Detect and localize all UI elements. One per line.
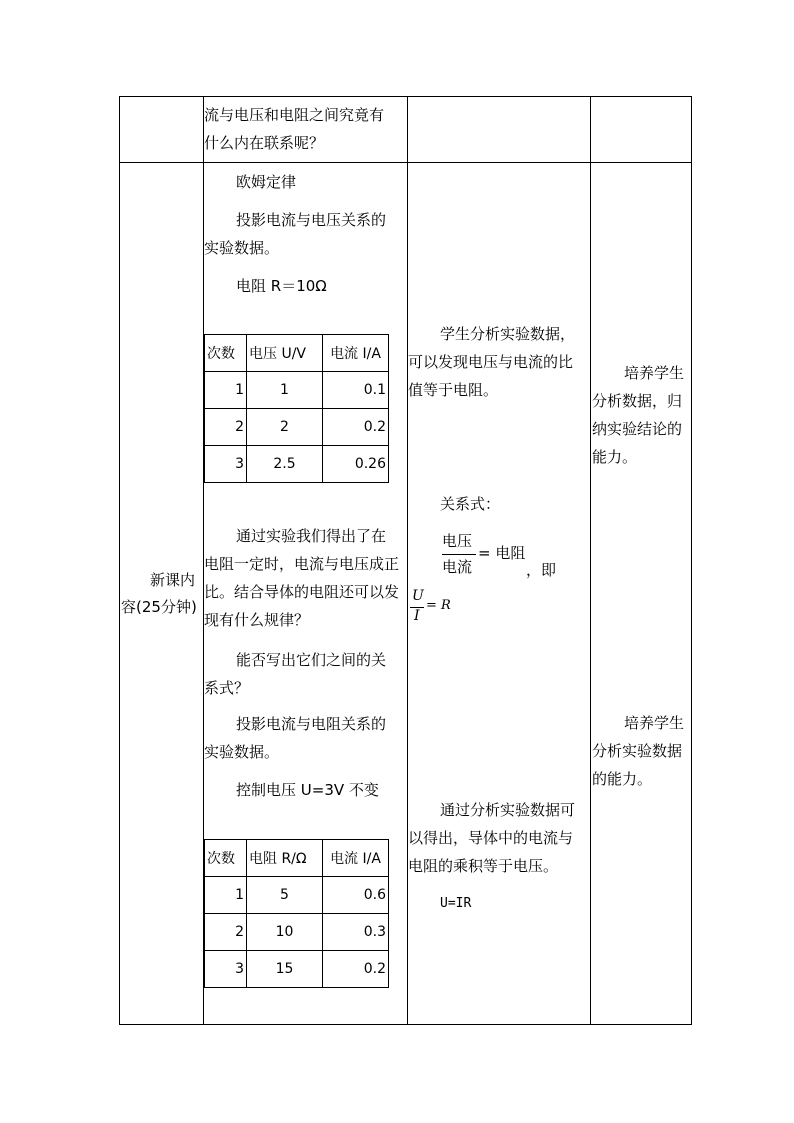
cell-count: 1	[205, 372, 247, 409]
cell-count: 2	[205, 409, 247, 446]
fraction-bar	[442, 554, 476, 555]
cell-voltage: 2	[247, 409, 323, 446]
purpose-1-line-1: 培养学生	[624, 364, 685, 382]
table-row-divider	[119, 162, 692, 163]
resistance-current-table	[204, 839, 389, 988]
cell-voltage: 2.5	[247, 446, 323, 483]
purpose-1-line-2: 分析数据，归	[592, 392, 683, 410]
purpose-1-line-4: 能力。	[592, 448, 638, 466]
table-header-row	[205, 840, 389, 877]
header-voltage: 电压 U/V	[247, 335, 323, 372]
cell-current: 0.1	[323, 372, 389, 409]
cell-count: 3	[205, 951, 247, 988]
table-left-border	[119, 96, 120, 1025]
cell-resistance: 10	[247, 914, 323, 951]
fraction-denominator: 电流	[442, 558, 473, 576]
table-right-border	[691, 96, 692, 1025]
student-analysis-2-line-3: 电阻的乘积等于电压。	[408, 857, 559, 875]
projection-intro-2-line-1: 投影电流与电阻关系的	[236, 715, 387, 733]
conclusion-para-line-4: 现有什么规律？	[204, 611, 310, 629]
header-current: 电流 I/A	[323, 840, 389, 877]
relation-label: 关系式：	[440, 495, 501, 513]
cell-current: 0.26	[323, 446, 389, 483]
cell-current: 0.2	[323, 951, 389, 988]
voltage-current-table	[204, 334, 389, 483]
student-analysis-1-line-2: 可以发现电压与电流的比	[408, 353, 574, 371]
word-fraction	[442, 530, 482, 580]
table-col-divider-2	[407, 96, 408, 1025]
formula-rhs: = R	[426, 598, 451, 613]
student-analysis-1-line-1: 学生分析实验数据，	[440, 325, 576, 343]
fraction-tail: ，即	[526, 561, 557, 579]
question-line-2: 系式？	[204, 679, 250, 697]
header-count: 次数	[205, 335, 247, 372]
table-row	[205, 914, 389, 951]
cell-count: 3	[205, 446, 247, 483]
table-row	[205, 372, 389, 409]
purpose-2-line-1: 培养学生	[624, 714, 685, 732]
table-col-divider-3	[590, 96, 591, 1025]
section-title: 欧姆定律	[236, 173, 297, 191]
table-row	[205, 951, 389, 988]
cell-count: 1	[205, 877, 247, 914]
projection-intro-1-line-2: 实验数据。	[204, 239, 280, 257]
cell-count: 2	[205, 914, 247, 951]
cell-current: 0.2	[323, 409, 389, 446]
row1-content-line-1: 流与电压和电阻之间究竟有	[204, 106, 385, 124]
cell-resistance: 5	[247, 877, 323, 914]
conclusion-para-line-3: 比。结合导体的电阻还可以发	[204, 583, 400, 601]
formula-numerator: U	[412, 588, 424, 604]
table-bottom-border	[119, 1024, 692, 1025]
row1-content-line-2: 什么内在联系呢？	[204, 134, 325, 152]
cell-voltage: 1	[247, 372, 323, 409]
purpose-1-line-3: 纳实验结论的	[592, 420, 683, 438]
student-analysis-2-line-1: 通过分析实验数据可	[440, 801, 576, 819]
fraction-numerator: 电压	[442, 532, 473, 550]
purpose-2-line-3: 的能力。	[592, 770, 653, 788]
cell-resistance: 15	[247, 951, 323, 988]
table-row	[205, 409, 389, 446]
stage-label-line-1: 新课内	[150, 571, 196, 589]
student-analysis-2-line-2: 以得出，导体中的电流与	[408, 829, 574, 847]
header-current: 电流 I/A	[323, 335, 389, 372]
conclusion-para-line-1: 通过实验我们得出了在	[236, 527, 387, 545]
table-header-row	[205, 335, 389, 372]
header-resistance: 电阻 R/Ω	[247, 840, 323, 877]
formula-denominator: I	[414, 608, 420, 624]
table-row	[205, 446, 389, 483]
fraction-equals-resistance: = 电阻	[478, 544, 526, 562]
conclusion-para-line-2: 电阻一定时，电流与电压成正	[204, 555, 400, 573]
cell-current: 0.6	[323, 877, 389, 914]
table-row	[205, 877, 389, 914]
header-count: 次数	[205, 840, 247, 877]
table-top-border	[119, 96, 692, 97]
student-analysis-1-line-3: 值等于电阻。	[408, 381, 499, 399]
stage-label-line-2: 容(25分钟)	[121, 598, 197, 616]
question-line-1: 能否写出它们之间的关	[236, 651, 387, 669]
formula-u-ir: U=IR	[440, 896, 472, 911]
cell-current: 0.3	[323, 914, 389, 951]
resistance-condition: 电阻 R＝10Ω	[236, 277, 327, 295]
purpose-2-line-2: 分析实验数据	[592, 742, 683, 760]
voltage-condition: 控制电压 U=3V 不变	[236, 781, 379, 799]
symbol-formula	[410, 588, 470, 628]
projection-intro-2-line-2: 实验数据。	[204, 743, 280, 761]
projection-intro-1-line-1: 投影电流与电压关系的	[236, 211, 387, 229]
